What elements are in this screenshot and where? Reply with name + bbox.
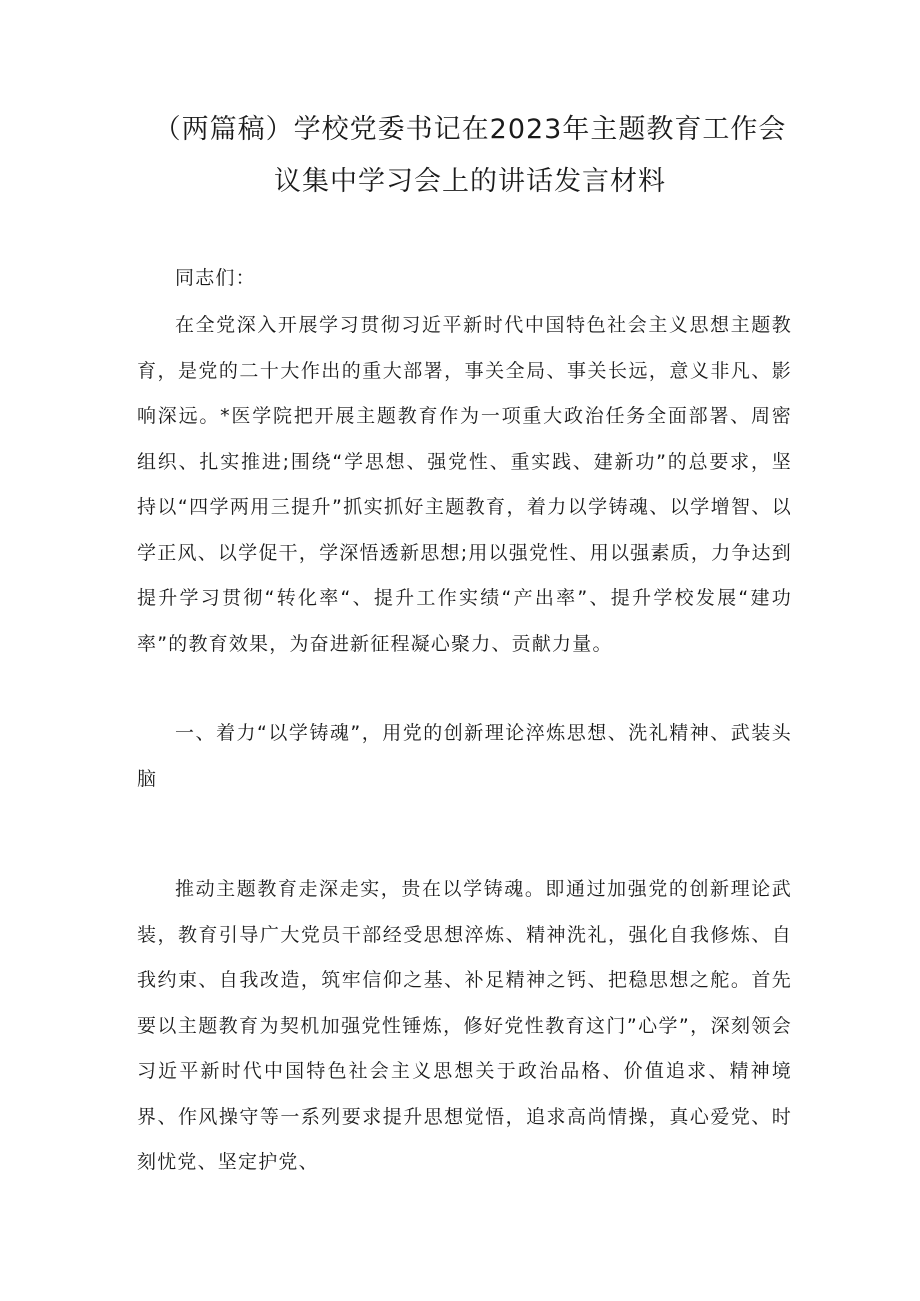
document-title: （两篇稿）学校党委书记在2023年主题教育工作会议集中学习会上的讲话发言材料 <box>153 114 787 197</box>
paragraph-section-1: 推动主题教育走深走实，贵在以学铸魂。即通过加强党的创新理论武装，教育引导广大党员干部经受思想淬炼、精神洗礼，强化自我修炼、自我约束、自我改造，筑牢信仰之基、补足精神之钙、把稳思想之舵。首先要以主题教育为契机加强党性锤炼，修好党性教育这门”心学”，深刻领会习近平新时代中国特色社会主义思想关于政治品格、价值追求、精神境界、作风操守等一系列要求提升思想觉悟，追求高尚情操，真心爱党、时刻忧党、坚定护党、 <box>137 878 792 1173</box>
greeting: 同志们： <box>175 267 256 289</box>
paragraph-intro: 在全党深入开展学习贯彻习近平新时代中国特色社会主义思想主题教育，是党的二十大作出的重大部署，事关全局、事关长远，意义非凡、影响深远。*医学院把开展主题教育作为一项重大政治任务全面部署、周密组织、扎实推进;围绕“学思想、强党性、重实践、建新功”的总要求，坚持以“四学两用三提升”抓实抓好主题教育，着力以学铸魂、以学增智、以学正风、以学促干，学深悟透新思想;用以强党性、用以强素质，力争达到提升学习贯彻“转化率“、提升工作实绩“产出率”、提升学校发展“建功率”的教育效果，为奋进新征程凝心聚力、贡献力量。 <box>137 314 792 655</box>
section-heading-1: 一、着力“以学铸魂”，用党的创新理论淬炼思想、洗礼精神、武装头脑 <box>137 722 792 790</box>
